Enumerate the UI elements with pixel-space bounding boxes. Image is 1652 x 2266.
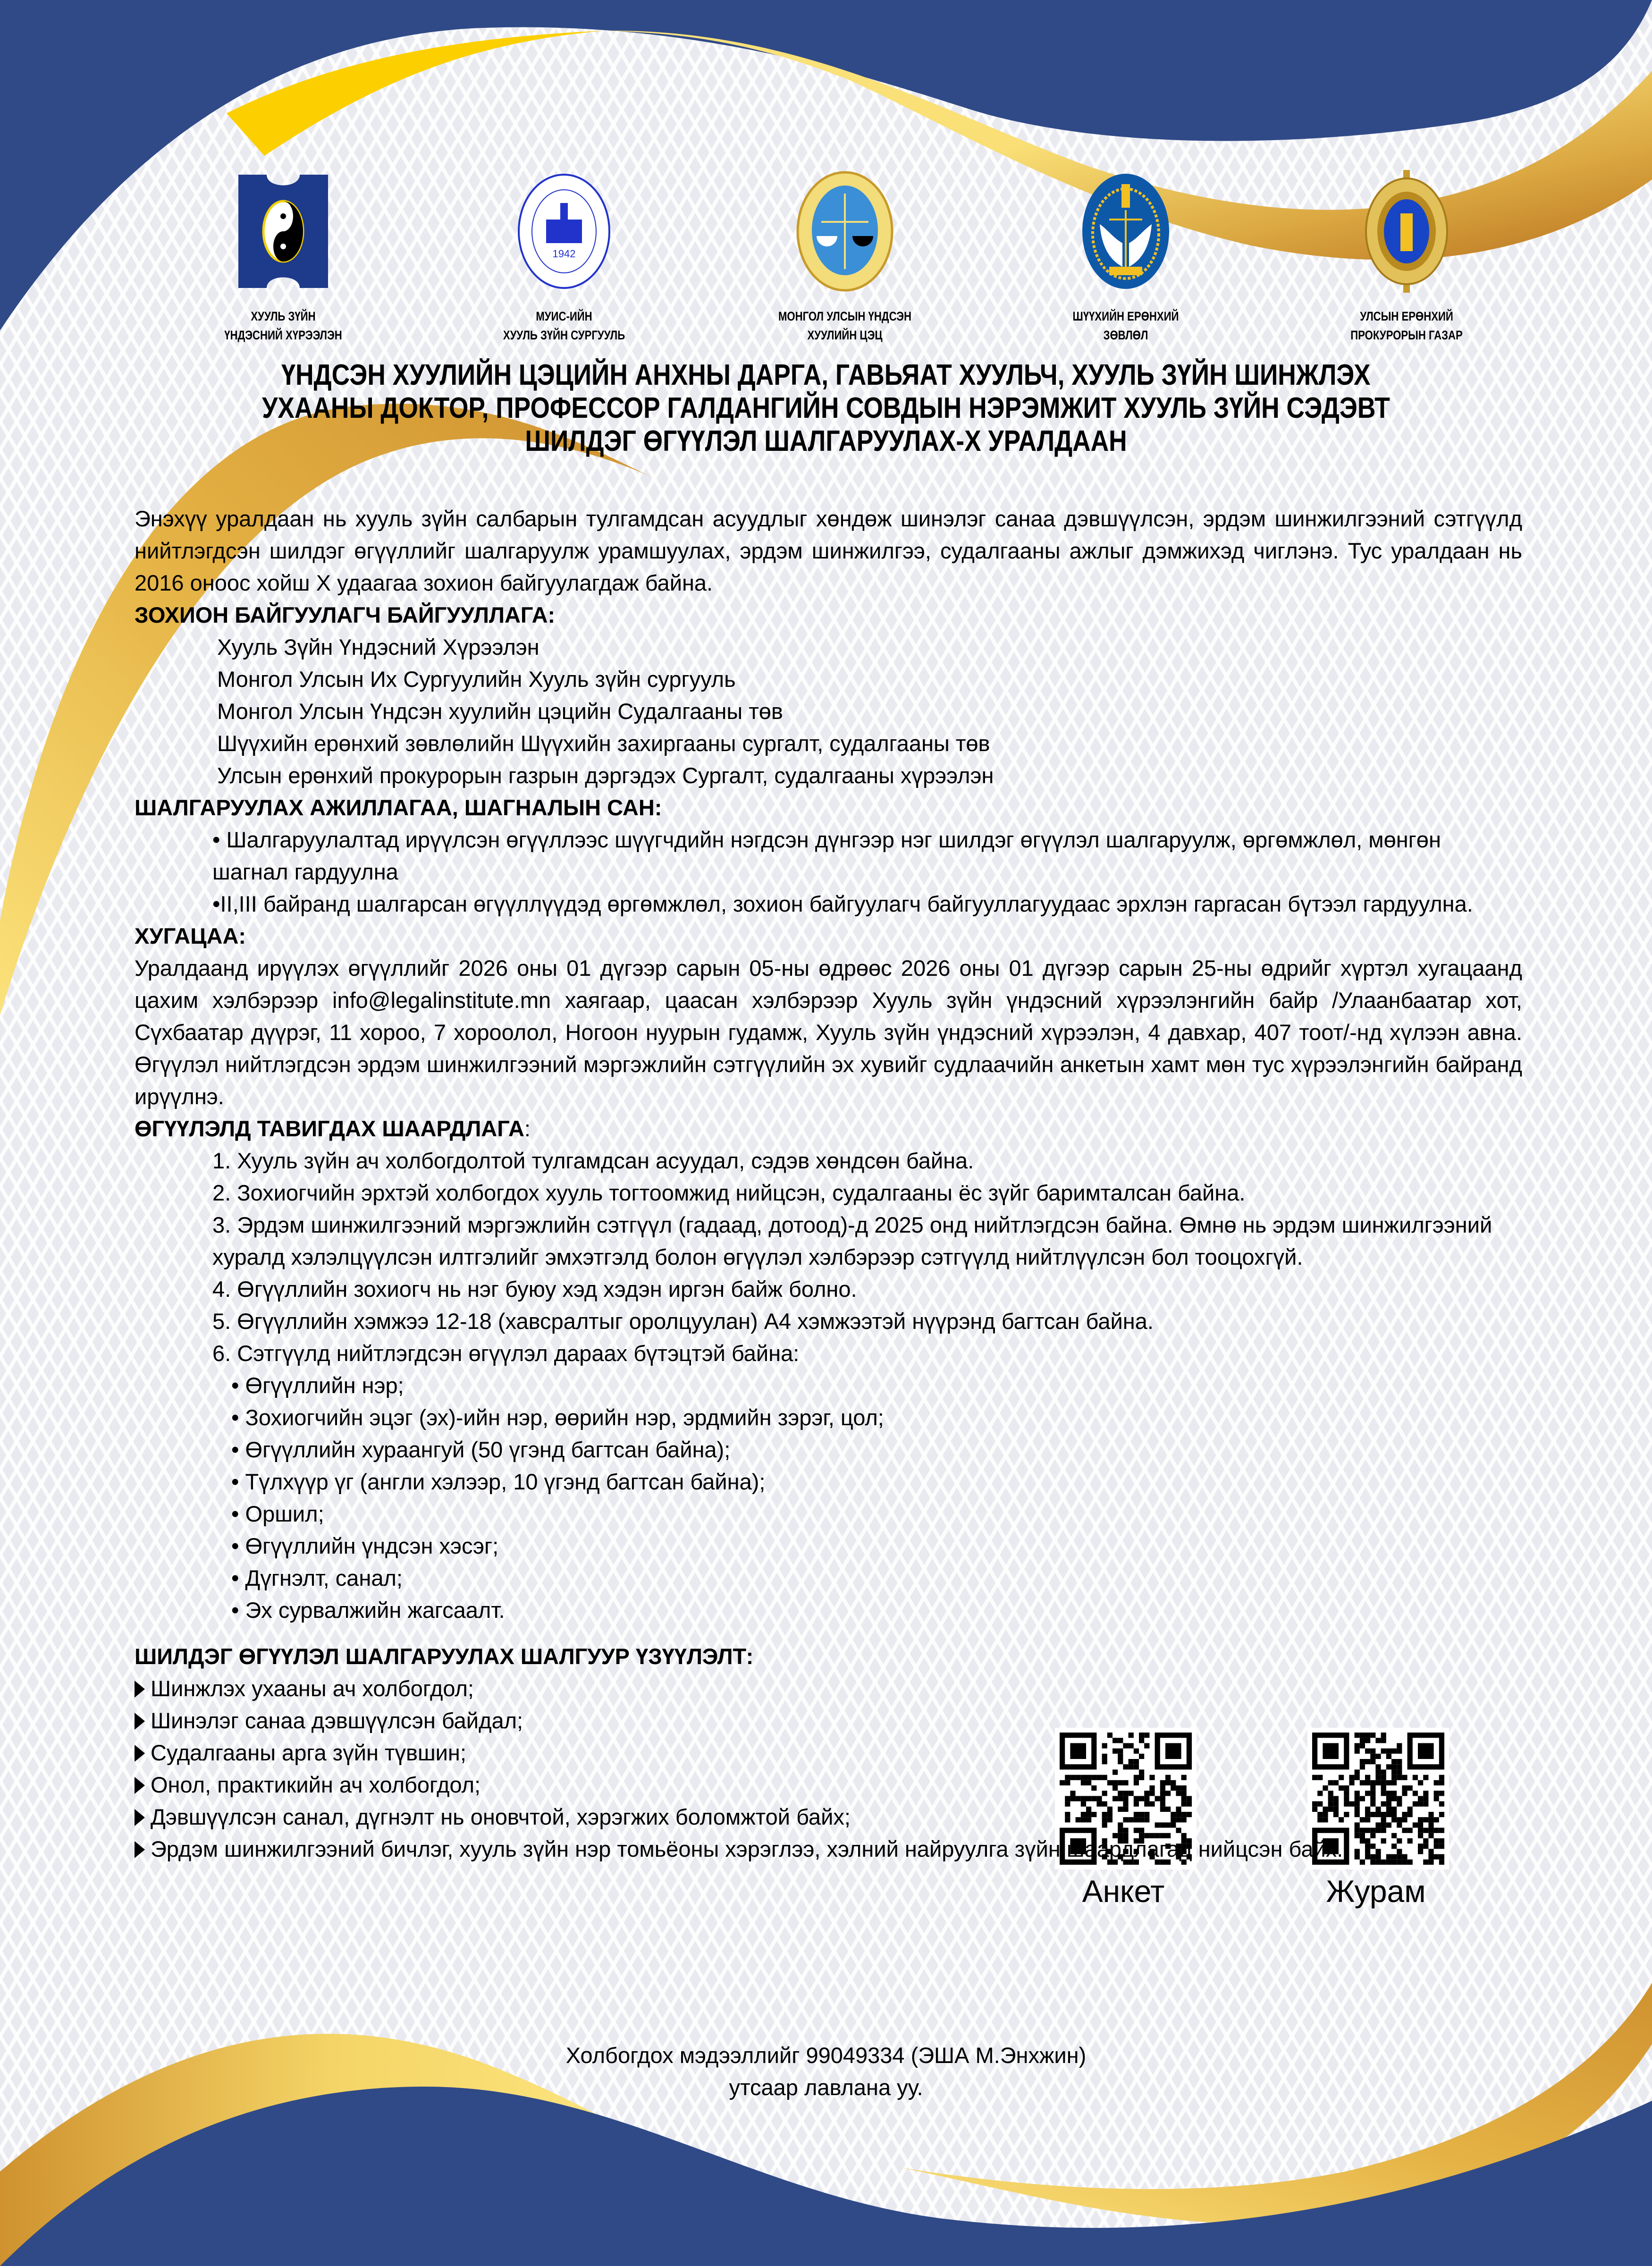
criteria-list [135,1673,1522,1865]
logo-legal-institute [160,179,406,345]
criteria-text: Шинжлэх ухааны ач холбогдол; [151,1676,474,1701]
criteria-text: Онол, практикийн ач холбогдол; [151,1772,481,1797]
deadline-heading: ХУГАЦАА: [135,923,246,948]
organizer-item: Монгол Улсын Их Сургуулийн Хууль зүйн сургууль [217,667,736,692]
criteria-text: Дэвшүүлсэн санал, дүгнэлт нь оновчтой, хэрэгжих боломжтой байх; [151,1804,851,1829]
logo-nums-law-school [441,179,687,345]
selection-item: •II,III байранд шалгарсан өгүүллүүдэд өргөмжлөл, зохион байгуулагч байгууллагуудаас эрхлэн гаргасан бүтээл гардуулна. [212,891,1473,916]
structure-item: • Дүгнэлт, санал; [231,1562,1522,1594]
structure-item: • Эх сурвалжийн жагсаалт. [231,1594,1522,1626]
yin-yang-emblem-icon [238,175,328,288]
logo-row [160,179,1529,345]
logo-label: МУИС-ИЙН ХУУЛЬ ЗҮЙН СУРГУУЛЬ [503,309,625,342]
requirement-item: 4. Өгүүллийн зохиогч нь нэг буюу хэд хэдэн иргэн байж болно. [212,1277,857,1302]
seal-year: 1942 [552,248,576,260]
requirement-item: 5. Өгүүллийн хэмжээ 12-18 (хавсралтыг оролцуулан) А4 хэмжээтэй нүүрэнд багтсан байна. [212,1309,1154,1334]
structure-item: • Түлхүүр үг (англи хэлээр, 10 үгэнд багтсан байна); [231,1466,1522,1498]
deadline-text: Уралдаанд ирүүлэх өгүүллийг 2026 оны 01 дүгээр сарын 05-ны өдрөөс 2026 оны 01 дүгээр сарын 25-ны өдрийг хүртэл хугацаанд цахим хэлбэрээр info@legalinstitute.mn хаягаар, цаасан хэлбэрээр Хууль зүйн үндэсний хүрээлэнгийн байр /Улаанбаатар хот, Сүхбаатар дүүрэг, 11 хороо, 7 хороолол, Ногоон нуурын гудамж, Хууль зүйн үндэсний хүрээлэн, 4 давхар, 407 тоот/-нд хүлээн авна. Өгүүлэл нийтлэгдсэн эрдэм шинжилгээний мэргэжлийн сэтгүүлийн эх хувийг судлаачийн анкетын хамт мөн тус хүрээлэнгийн байранд ирүүлнэ. [135,955,1522,1109]
criteria-item [135,1705,1522,1737]
criteria-item [135,1737,1522,1769]
logo-label: МОНГОЛ УЛСЫН ҮНДСЭН ХУУЛИЙН ЦЭЦ [778,309,912,342]
university-seal-icon [517,172,611,290]
organizer-item: Хууль Зүйн Үндэсний Хүрээлэн [217,634,539,660]
organizer-item: Монгол Улсын Үндсэн хуулийн цэцийн Судалгааны төв [217,699,783,724]
structure-item: • Өгүүллийн үндсэн хэсэг; [231,1530,1522,1562]
requirement-item: 1. Хууль зүйн ач холбогдолтой тулгамдсан асуудал, сэдэв хөндсөн байна. [212,1148,974,1173]
page-title: ҮНДСЭН ХУУЛИЙН ЦЭЦИЙН АНХНЫ ДАРГА, ГАВЬЯАТ ХУУЛЬЧ, ХУУЛЬ ЗҮЙН ШИНЖЛЭХ УХААНЫ ДОКТОР, ПРОФЕССОР ГАЛДАНГИЙН СОВДЫН НЭРЭМЖИТ ХУУЛЬ ЗҮЙН СЭДЭВТ ШИЛДЭГ ӨГҮҮЛЭЛ ШАЛГАРУУЛАХ-Х УРАЛДААН [262,359,1390,457]
arrow-right-icon [135,1809,145,1826]
criteria-text: Шинэлэг санаа дэвшүүлсэн байдал; [151,1708,523,1733]
structure-item: • Өгүүллийн хураангуй (50 үгэнд багтсан байна); [231,1434,1522,1466]
structure-item: • Зохиогчийн эцэг (эх)-ийн нэр, өөрийн нэр, эрдмийн зэрэг, цол; [231,1402,1522,1434]
selection-item: • Шалгаруулалтад ирүүлсэн өгүүллээс шүүгчдийн нэгдсэн дүнгээр нэг шилдэг өгүүлэл шалгаруулж, өргөмжлөл, мөнгөн шагнал гардуулна [212,827,1472,884]
arrow-right-icon [135,1713,145,1730]
main-content [135,503,1522,1865]
criteria-text: Эрдэм шинжилгээний бичлэг, хууль зүйн нэр томьёоны хэрэглээ, хэлний найруулга зүйн шаардлагад нийцсэн байх. [151,1836,1343,1861]
structure-list [135,1370,1522,1626]
criteria-item [135,1833,1522,1865]
criteria-item [135,1673,1522,1705]
contact-info [0,2039,1652,2104]
criteria-text: Судалгааны арга зүйн түвшин; [151,1740,466,1765]
structure-item: • Өгүүллийн нэр; [231,1370,1522,1402]
arrow-right-icon [135,1681,145,1698]
requirement-item: 3. Эрдэм шинжилгээний мэргэжлийн сэтгүүл (гадаад, дотоод)-д 2025 онд нийтлэгдсэн байна. Өмнө нь эрдэм шинжилгээний хуралд хэлэлцүүлсэн илтгэлийг эмхэтгэлд болон өгүүлэл хэлбэрээр сэтгүүлд нийтлүүлсэн бол тооцохгүй. [212,1212,1492,1269]
requirements-heading [135,1113,1522,1145]
organizers-heading: ЗОХИОН БАЙГУУЛАГЧ БАЙГУУЛЛАГА: [135,602,556,627]
logo-prosecutor-office [1284,179,1529,345]
selection-heading: ШАЛГАРУУЛАХ АЖИЛЛАГАА, ШАГНАЛЫН САН: [135,795,662,820]
criteria-item [135,1769,1522,1801]
logo-label: ШҮҮХИЙН ЕРӨНХИЙ ЗӨВЛӨЛ [1072,309,1179,342]
organizers-list [135,631,1522,792]
criteria-item [135,1801,1522,1833]
requirements-heading-colon: : [524,1116,531,1141]
logo-constitutional-court [722,179,968,345]
arrow-right-icon [135,1777,145,1794]
arrow-right-icon [135,1745,145,1762]
contact-line: утсаар лавлана уу. [729,2075,923,2100]
qr-label: Анкет [1082,1874,1165,1909]
justice-hands-emblem-icon [1081,172,1171,290]
prosecutor-badge-icon [1362,170,1451,293]
scales-seal-icon [795,170,894,293]
requirement-item: 2. Зохиогчийн эрхтэй холбогдох хууль тогтоомжид нийцсэн, судалгааны ёс зүйг баримталсан байна. [212,1180,1246,1205]
organizer-item: Улсын ерөнхий прокурорын газрын дэргэдэх Сургалт, судалгааны хүрээлэн [217,763,994,788]
intro-paragraph: Энэхүү уралдаан нь хууль зүйн салбарын тулгамдсан асуудлыг хөндөж шинэлэг санаа дэвшүүлсэн, эрдэм шинжилгээний сэтгүүлд нийтлэгдсэн шилдэг өгүүллийг шалгаруулж урамшуулах, эрдэм шинжилгээ, судалгааны ажлыг дэмжихэд чиглэнэ. Тус уралдаан нь 2016 оноос хойш X удаагаа зохион байгуулагдаж байна. [135,506,1522,595]
logo-label: УЛСЫН ЕРӨНХИЙ ПРОКУРОРЫН ГАЗАР [1350,309,1463,342]
organizer-item: Шүүхийн ерөнхий зөвлөлийн Шүүхийн захиргааны сургалт, судалгааны төв [217,731,990,756]
selection-list [135,824,1522,920]
criteria-heading: ШИЛДЭГ ӨГҮҮЛЭЛ ШАЛГАРУУЛАХ ШАЛГУУР ҮЗҮҮЛЭЛТ: [135,1644,754,1669]
logo-judicial-council [1003,179,1248,345]
logo-label: ХУУЛЬ ЗҮЙН ҮНДЭСНИЙ ХҮРЭЭЛЭН [224,309,342,342]
requirement-item: 6. Сэтгүүлд нийтлэгдсэн өгүүлэл дараах бүтэцтэй байна: [212,1341,800,1366]
structure-item: • Оршил; [231,1498,1522,1530]
requirements-list [135,1145,1522,1370]
requirements-heading-text: ӨГҮҮЛЭЛД ТАВИГДАХ ШААРДЛАГА [135,1116,524,1141]
contact-line: Холбогдох мэдээллийг 99049334 (ЭША М.Энхжин) [565,2043,1087,2068]
qr-label: Журам [1326,1874,1426,1909]
arrow-right-icon [135,1841,145,1858]
